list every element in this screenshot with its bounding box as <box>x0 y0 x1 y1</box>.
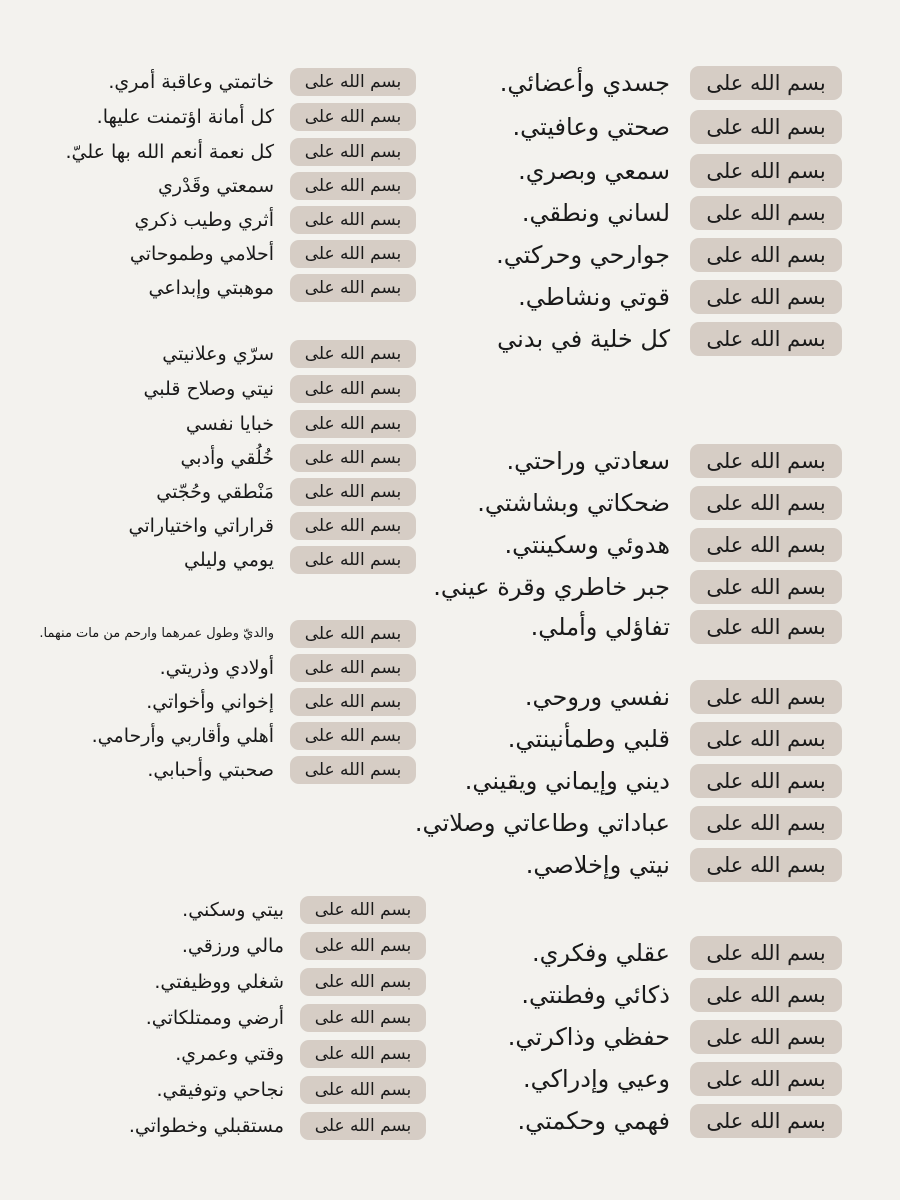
item-text: سمعي وبصري. <box>518 157 670 185</box>
list-item <box>20 1112 426 1144</box>
list-item <box>0 620 416 652</box>
list-item <box>380 486 842 522</box>
item-text: خبايا نفسي <box>185 413 274 435</box>
list-item <box>20 1004 426 1036</box>
basmala-badge: بسم الله على <box>290 206 416 234</box>
item-text: كل خلية في بدني <box>497 325 670 353</box>
basmala-badge: بسم الله على <box>690 196 842 230</box>
list-item <box>400 280 842 316</box>
item-text: صحبتي وأحبابي. <box>147 759 274 781</box>
item-text: هدوئي وسكينتي. <box>504 531 670 559</box>
list-item <box>20 68 416 100</box>
item-text: شغلي ووظيفتي. <box>154 971 284 993</box>
list-item <box>0 722 416 754</box>
basmala-badge: بسم الله على <box>290 68 416 96</box>
list-item <box>380 570 842 606</box>
group-livelihood <box>20 896 426 1146</box>
item-text: مستقبلي وخطواتي. <box>128 1115 284 1137</box>
item-text: تفاؤلي وأملي. <box>530 613 670 641</box>
list-item <box>400 66 842 102</box>
list-item <box>380 610 842 646</box>
basmala-badge: بسم الله على <box>690 1020 842 1054</box>
basmala-badge: بسم الله على <box>290 274 416 302</box>
list-item <box>400 1104 842 1140</box>
list-item <box>20 1040 426 1072</box>
item-text: كل نعمة أنعم الله بها عليّ. <box>65 141 274 163</box>
basmala-badge: بسم الله على <box>690 936 842 970</box>
list-item <box>400 1062 842 1098</box>
basmala-badge: بسم الله على <box>290 654 416 682</box>
item-text: لساني ونطقي. <box>521 199 670 227</box>
item-text: نيتي وإخلاصي. <box>525 851 670 879</box>
basmala-badge: بسم الله على <box>290 410 416 438</box>
basmala-badge: بسم الله على <box>690 570 842 604</box>
list-item <box>20 240 416 272</box>
basmala-badge: بسم الله على <box>690 848 842 882</box>
item-text: أثري وطيب ذكري <box>134 209 274 231</box>
basmala-badge: بسم الله على <box>690 528 842 562</box>
basmala-badge: بسم الله على <box>290 240 416 268</box>
list-item <box>380 528 842 564</box>
group-family <box>0 620 416 790</box>
list-item <box>400 322 842 358</box>
item-text: ديني وإيماني ويقيني. <box>464 767 670 795</box>
basmala-badge: بسم الله على <box>690 280 842 314</box>
item-text: حفظي وذاكرتي. <box>507 1023 670 1051</box>
basmala-badge: بسم الله على <box>690 486 842 520</box>
list-item <box>20 172 416 204</box>
list-item <box>400 978 842 1014</box>
list-item <box>0 688 416 720</box>
basmala-badge: بسم الله على <box>300 968 426 996</box>
list-item <box>400 1020 842 1056</box>
list-item <box>20 896 426 928</box>
item-text: جسدي وأعضائي. <box>499 69 670 97</box>
basmala-badge: بسم الله على <box>690 610 842 644</box>
basmala-badge: بسم الله على <box>290 620 416 648</box>
item-text: جوارحي وحركتي. <box>496 241 670 269</box>
basmala-badge: بسم الله على <box>290 138 416 166</box>
basmala-badge: بسم الله على <box>300 1112 426 1140</box>
item-text: قراراتي واختياراتي <box>128 515 274 537</box>
list-item <box>20 410 416 442</box>
basmala-badge: بسم الله على <box>690 978 842 1012</box>
list-item <box>380 444 842 480</box>
basmala-badge: بسم الله على <box>300 932 426 960</box>
item-text: جبر خاطري وقرة عيني. <box>433 573 670 601</box>
basmala-badge: بسم الله على <box>290 340 416 368</box>
basmala-badge: بسم الله على <box>290 722 416 750</box>
basmala-badge: بسم الله على <box>290 512 416 540</box>
basmala-badge: بسم الله على <box>300 1076 426 1104</box>
item-text: قوتي ونشاطي. <box>518 283 670 311</box>
item-text: أحلامي وطموحاتي <box>129 243 274 265</box>
basmala-badge: بسم الله على <box>690 806 842 840</box>
item-text: نجاحي وتوفيقي. <box>156 1079 284 1101</box>
basmala-badge: بسم الله على <box>690 322 842 356</box>
list-item <box>20 274 416 306</box>
basmala-badge: بسم الله على <box>690 1104 842 1138</box>
item-text: كل أمانة اؤتمنت عليها. <box>96 106 274 128</box>
basmala-badge: بسم الله على <box>690 722 842 756</box>
list-item <box>400 936 842 972</box>
group-happiness <box>380 444 842 644</box>
item-text: موهبتي وإبداعي <box>148 277 274 299</box>
basmala-badge: بسم الله على <box>690 154 842 188</box>
item-text: نيتي وصلاح قلبي <box>143 378 274 400</box>
item-text: خاتمتي وعاقبة أمري. <box>108 71 274 93</box>
list-item <box>20 375 416 407</box>
list-item <box>20 932 426 964</box>
item-text: خُلُقي وأدبي <box>180 447 274 469</box>
list-item <box>20 103 416 135</box>
item-text: أهلي وأقاربي وأرحامي. <box>91 725 274 747</box>
list-item <box>400 196 842 232</box>
group-mind <box>400 936 842 1146</box>
basmala-badge: بسم الله على <box>290 444 416 472</box>
basmala-badge: بسم الله على <box>290 478 416 506</box>
list-item <box>400 154 842 190</box>
basmala-badge: بسم الله على <box>290 546 416 574</box>
item-text: صحتي وعافيتي. <box>512 113 670 141</box>
list-item <box>0 654 416 686</box>
list-item <box>20 478 416 510</box>
basmala-badge: بسم الله على <box>690 680 842 714</box>
basmala-badge: بسم الله على <box>290 688 416 716</box>
item-text: سعادتي وراحتي. <box>506 447 670 475</box>
list-item <box>20 512 416 544</box>
item-text: نفسي وروحي. <box>524 683 670 711</box>
list-item <box>20 546 416 578</box>
item-text: بيتي وسكني. <box>182 899 284 921</box>
basmala-badge: بسم الله على <box>300 1004 426 1032</box>
list-item <box>20 968 426 1000</box>
list-item <box>20 444 416 476</box>
item-text: فهمي وحكمتي. <box>517 1107 670 1135</box>
list-item <box>400 110 842 146</box>
basmala-badge: بسم الله على <box>300 1040 426 1068</box>
item-text: والديّ وطول عمرهما وارحم من مات منهما. <box>39 626 274 641</box>
basmala-badge: بسم الله على <box>690 110 842 144</box>
group-destiny <box>20 68 416 308</box>
item-text: إخواني وأخواتي. <box>146 691 274 713</box>
basmala-badge: بسم الله على <box>690 238 842 272</box>
item-text: يومي وليلي <box>184 549 274 571</box>
item-text: عقلي وفكري. <box>531 939 670 967</box>
group-inner-self <box>20 340 416 580</box>
basmala-badge: بسم الله على <box>290 375 416 403</box>
item-text: أرضي وممتلكاتي. <box>145 1007 284 1029</box>
item-text: مَنْطقي وحُجّتي <box>156 481 274 503</box>
basmala-badge: بسم الله على <box>690 764 842 798</box>
list-item <box>20 206 416 238</box>
list-item <box>0 756 416 788</box>
group-body-health <box>400 66 842 356</box>
list-item <box>20 138 416 170</box>
list-item <box>400 238 842 274</box>
item-text: عباداتي وطاعاتي وصلاتي. <box>414 809 670 837</box>
item-text: قلبي وطمأنينتي. <box>507 725 670 753</box>
basmala-badge: بسم الله على <box>690 66 842 100</box>
basmala-badge: بسم الله على <box>290 172 416 200</box>
list-item <box>20 340 416 372</box>
basmala-badge: بسم الله على <box>290 103 416 131</box>
item-text: مالي ورزقي. <box>181 935 284 957</box>
basmala-badge: بسم الله على <box>690 1062 842 1096</box>
item-text: ذكائي وفطنتي. <box>521 981 670 1009</box>
list-item <box>340 806 842 842</box>
item-text: وعيي وإدراكي. <box>522 1065 670 1093</box>
item-text: أولادي وذريتي. <box>159 657 274 679</box>
basmala-badge: بسم الله على <box>290 756 416 784</box>
basmala-badge: بسم الله على <box>690 444 842 478</box>
item-text: وقتي وعمري. <box>175 1043 284 1065</box>
list-item <box>20 1076 426 1108</box>
item-text: سرّي وعلانيتي <box>162 343 274 365</box>
item-text: ضحكاتي وبشاشتي. <box>477 489 670 517</box>
item-text: سمعتي وقَدْري <box>158 175 274 197</box>
list-item <box>340 848 842 884</box>
basmala-badge: بسم الله على <box>300 896 426 924</box>
